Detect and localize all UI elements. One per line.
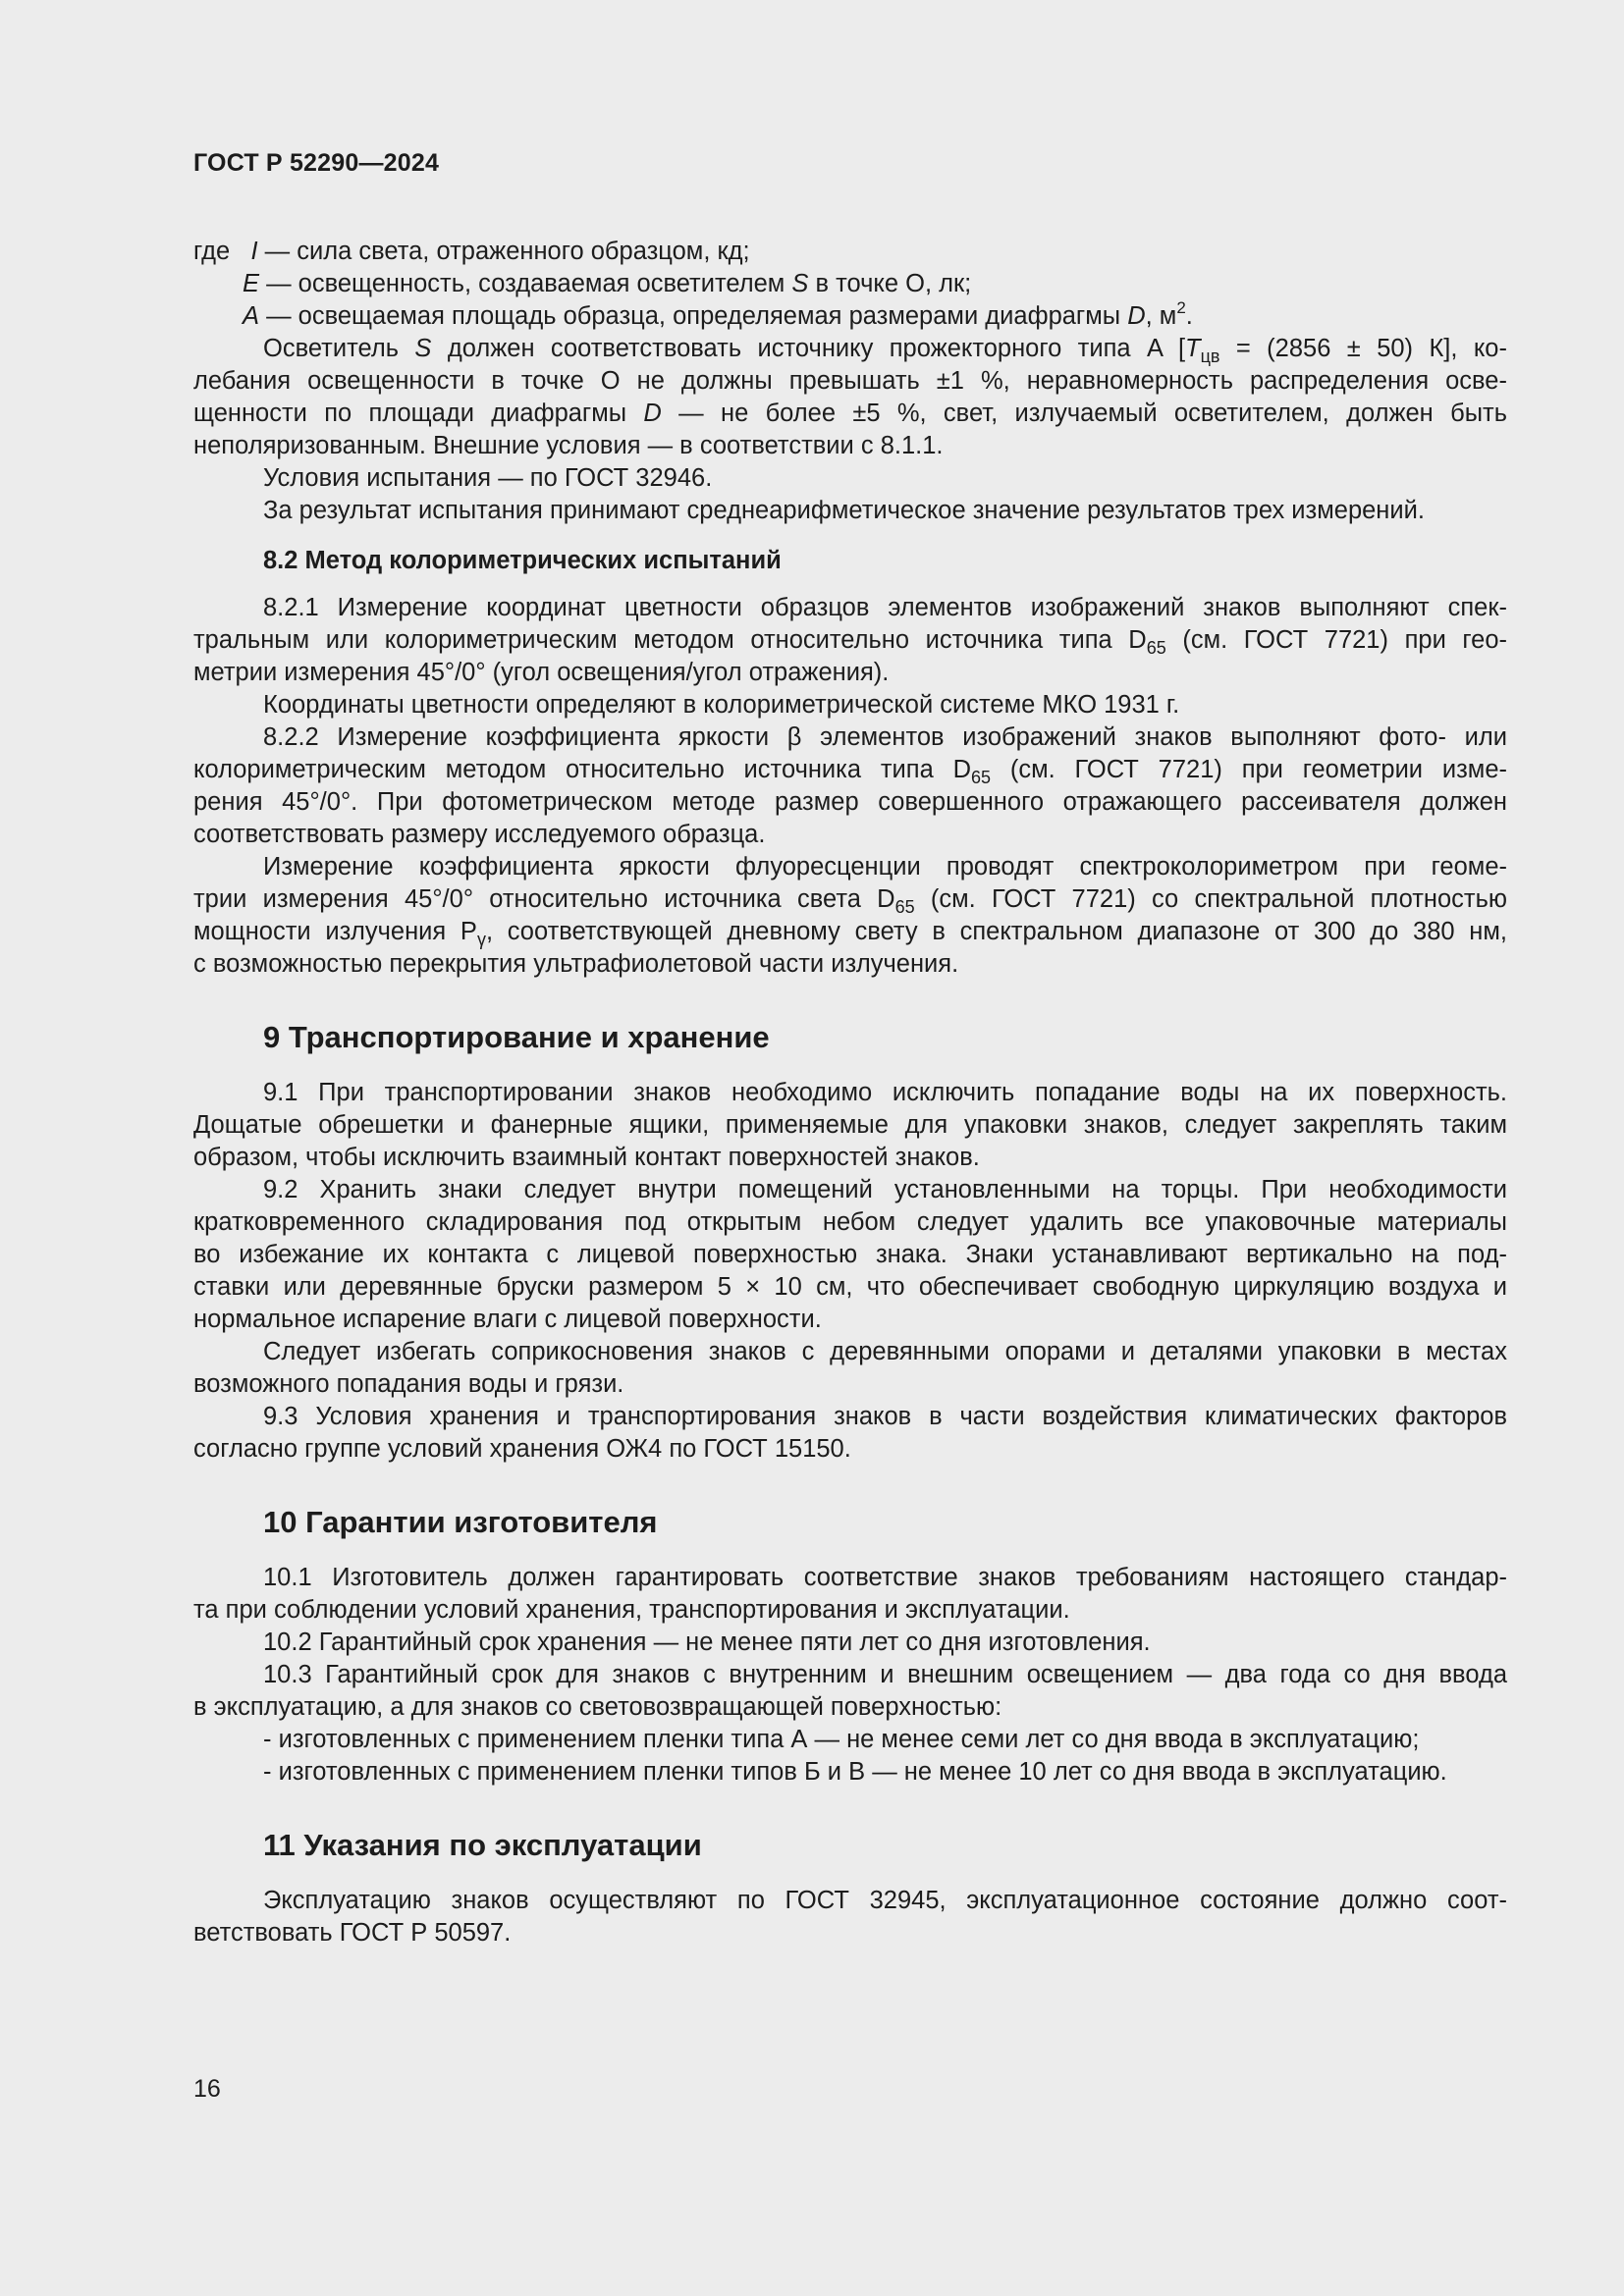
paragraph-illuminator-line4: неполяризованным. Внешние условия — в соответствии с 8.1.1. <box>193 432 944 459</box>
paragraph-test-conditions: Условия испытания — по ГОСТ 32946. <box>263 464 713 492</box>
paragraph-10-2: 10.2 Гарантийный срок хранения — не менее пяти лет со дня изготовления. <box>263 1629 1151 1656</box>
paragraph-9-2-line4: ставки или деревянные бруски размером 5 × 10 см, что обеспечивает свободную циркуляцию воздуха и <box>193 1273 1507 1301</box>
paragraph-10-1-line1: 10.1 Изготовитель должен гарантировать соответствие знаков требованиям настоящего стандар- <box>263 1564 1507 1591</box>
paragraph-11-line2: ветствовать ГОСТ Р 50597. <box>193 1919 512 1947</box>
paragraph-avoid-line1: Следует избегать соприкосновения знаков с деревянными опорами и деталями упаковки в местах <box>263 1338 1507 1365</box>
paragraph-illuminator-line1: Осветитель S должен соответствовать источнику прожекторного типа A [$T_{цв} = (2856 \pm 50)$ К], ко- <box>263 335 1507 366</box>
paragraph-8-2-2-line3: рения 45°/0°. При фотометрическом методе размер совершенного отражающего рассеивателя должен <box>193 788 1507 816</box>
paragraph-9-1-line3: образом, чтобы исключить взаимный контакт поверхностей знаков. <box>193 1144 980 1171</box>
paragraph-10-1-line2: та при соблюдении условий хранения, транспортирования и эксплуатации. <box>193 1596 1070 1624</box>
paragraph-9-3-line1: 9.3 Условия хранения и транспортирования знаков в части воздействия климатических факторов <box>263 1403 1507 1430</box>
definition-I: где I — сила света, отраженного образцом, кд; <box>193 238 750 265</box>
paragraph-9-3-line2: согласно группе условий хранения ОЖ4 по ГОСТ 15150. <box>193 1435 851 1463</box>
paragraph-illuminator-line3: щенности по площади диафрагмы D — не более ±5 %, свет, излучаемый осветителем, должен быть <box>193 400 1507 427</box>
paragraph-8-2-1-line1: 8.2.1 Измерение координат цветности образцов элементов изображений знаков выполняют спек- <box>263 594 1507 621</box>
list-item-film-a: - изготовленных с применением пленки типа А — не менее семи лет со дня ввода в эксплуатацию; <box>263 1726 1420 1753</box>
heading-section-10: 10 Гарантии изготовителя <box>263 1505 658 1539</box>
definition-E: E — освещенность, создаваемая осветителем S в точке О, лк; <box>243 270 972 297</box>
paragraph-8-2-2-line4: соответствовать размеру исследуемого образца. <box>193 821 766 848</box>
heading-section-11: 11 Указания по эксплуатации <box>263 1828 702 1862</box>
paragraph-fluorescence-line1: Измерение коэффициента яркости флуоресценции проводят спектроколориметром при геоме- <box>263 853 1507 881</box>
paragraph-fluorescence-line3: мощности излучения $P_\gamma$, соответствующей дневному свету в спектральном диапазоне от 300 до 380 нм, <box>193 918 1507 949</box>
paragraph-fluorescence-line4: с возможностью перекрытия ультрафиолетовой части излучения. <box>193 950 959 978</box>
paragraph-9-1-line2: Дощатые обрешетки и фанерные ящики, применяемые для упаковки знаков, следует закреплять таким <box>193 1111 1507 1139</box>
paragraph-8-2-1-line3: метрии измерения 45°/0° (угол освещения/угол отражения). <box>193 659 890 686</box>
paragraph-10-3-line1: 10.3 Гарантийный срок для знаков с внутренним и внешним освещением — два года со дня ввода <box>263 1661 1507 1688</box>
paragraph-9-1-line1: 9.1 При транспортировании знаков необходимо исключить попадание воды на их поверхность. <box>263 1079 1507 1106</box>
symbol-I: I <box>250 238 258 265</box>
paragraph-8-2-2-line2: колориметрическим методом относительно источника типа $D_{65}$ (см. ГОСТ 7721) при геометрии изме- <box>193 756 1507 787</box>
paragraph-9-2-line2: кратковременного складирования под открытым небом следует удалить все упаковочные материалы <box>193 1208 1507 1236</box>
paragraph-10-3-line2: в эксплуатацию, а для знаков со световозвращающей поверхностью: <box>193 1693 1002 1721</box>
paragraph-illuminator-line2: лебания освещенности в точке О не должны превышать ±1 %, неравномерность распределения осве- <box>193 367 1507 395</box>
paragraph-test-result: За результат испытания принимают среднеарифметическое значение результатов трех измерений. <box>263 497 1425 524</box>
page-content <box>193 236 1507 1949</box>
paragraph-9-2-line1: 9.2 Хранить знаки следует внутри помещений установленными на торцы. При необходимости <box>263 1176 1507 1203</box>
paragraph-9-2-line5: нормальное испарение влаги с лицевой поверхности. <box>193 1306 822 1333</box>
paragraph-fluorescence-line2: трии измерения 45°/0° относительно источника света $D_{65}$ (см. ГОСТ 7721) со спектральной плотностью <box>193 885 1507 917</box>
heading-8-2: 8.2 Метод колориметрических испытаний <box>263 547 782 574</box>
paragraph-9-2-line3: во избежание их контакта с лицевой поверхностью знака. Знаки устанавливают вертикально на под- <box>193 1241 1507 1268</box>
paragraph-avoid-line2: возможного попадания воды и грязи. <box>193 1370 624 1398</box>
paragraph-coordinates: Координаты цветности определяют в колориметрической системе МКО 1931 г. <box>263 691 1180 719</box>
page-number: 16 <box>193 2075 221 2103</box>
paragraph-11-line1: Эксплуатацию знаков осуществляют по ГОСТ 32945, эксплуатационное состояние должно соот- <box>263 1887 1507 1914</box>
definition-A: A — освещаемая площадь образца, определяемая размерами диафрагмы D, $м^2$. <box>243 298 1193 330</box>
where-label: где <box>193 238 231 265</box>
heading-section-9: 9 Транспортирование и хранение <box>263 1020 770 1054</box>
paragraph-8-2-1-line2: тральным или колориметрическим методом относительно источника типа $D_{65}$ (см. ГОСТ 7721) при гео- <box>193 626 1508 658</box>
page-header: ГОСТ Р 52290—2024 <box>193 149 440 177</box>
list-item-film-b-v: - изготовленных с применением пленки типов Б и В — не менее 10 лет со дня ввода в эксплуатацию. <box>263 1758 1447 1786</box>
paragraph-8-2-2-line1: 8.2.2 Измерение коэффициента яркости β элементов изображений знаков выполняют фото- или <box>263 723 1507 751</box>
